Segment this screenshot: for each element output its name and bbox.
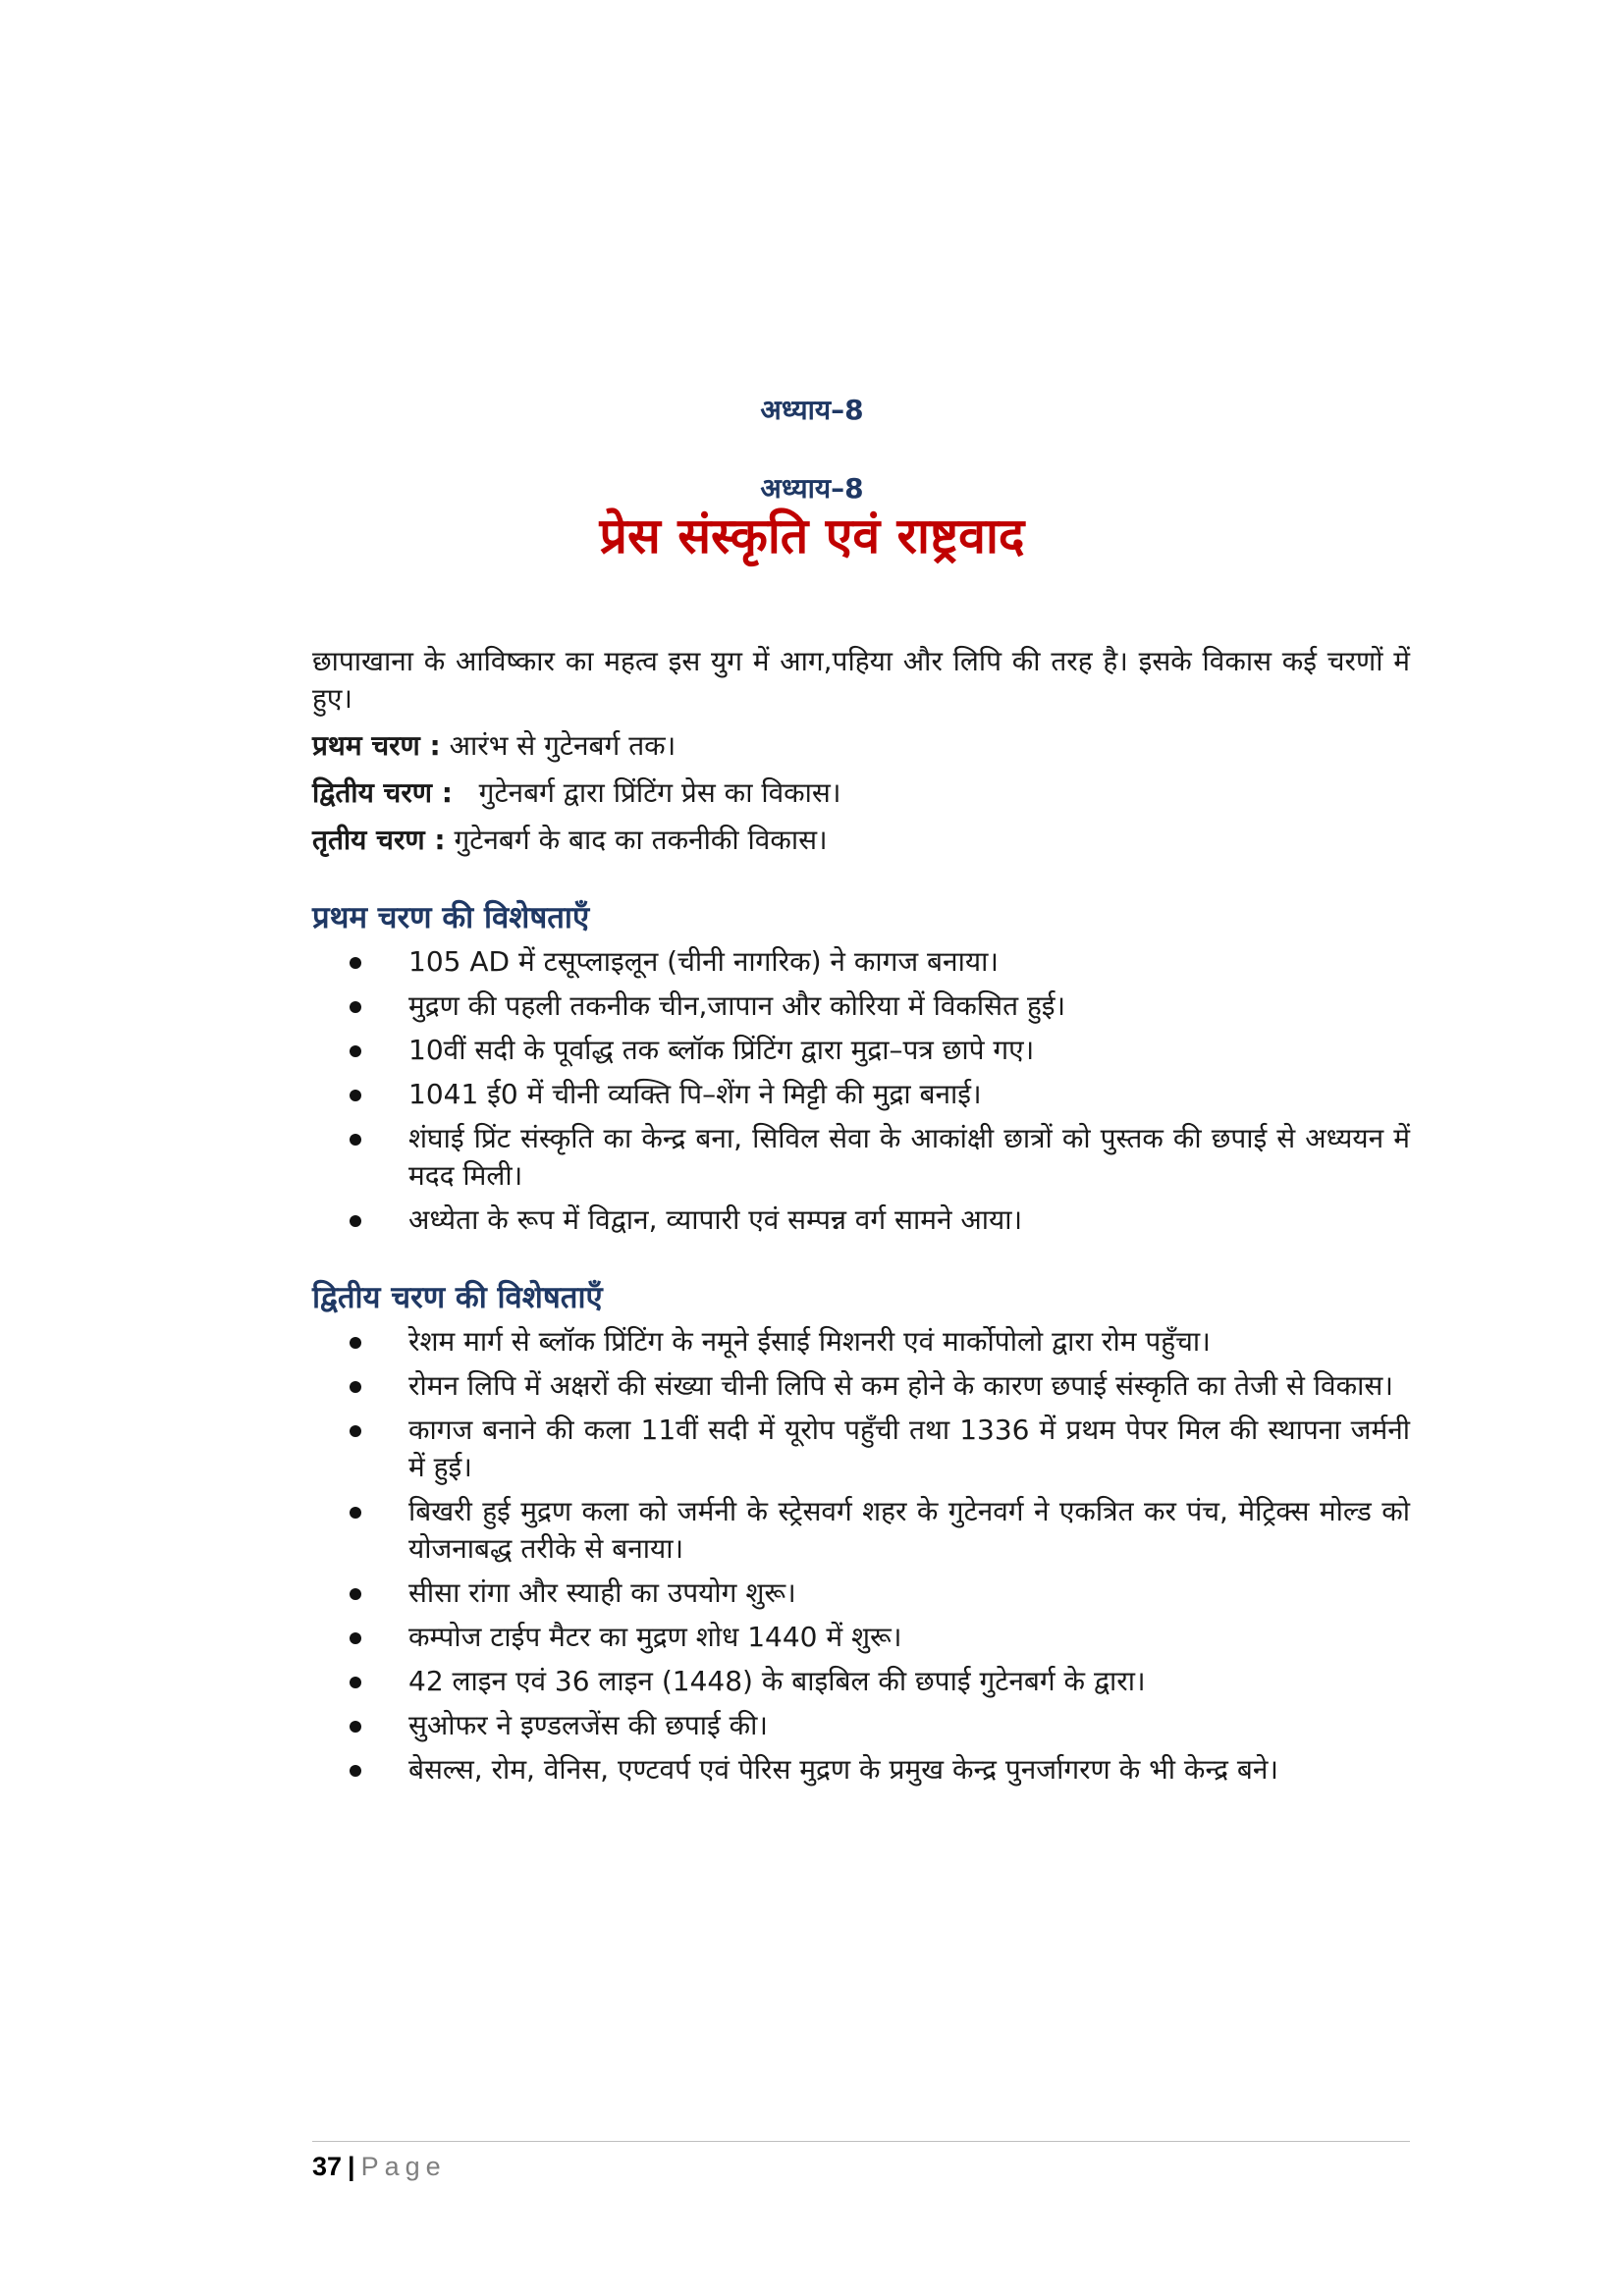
bullet-icon bbox=[350, 1677, 361, 1688]
bullet-icon bbox=[350, 1134, 361, 1146]
bullet-icon bbox=[350, 1001, 361, 1013]
list-item-text: रेशम मार्ग से ब्लॉक प्रिंटिंग के नमूने ईसाई मिशनरी एवं मार्कोपोलो द्वारा रोम पहुँचा। bbox=[408, 1325, 1211, 1358]
list-item-text: बिखरी हुई मुद्रण कला को जर्मनी के स्ट्रेसवर्ग शहर के गुटेनवर्ग ने एकत्रित कर पंच, मेट्रिक्स मोल्ड को योजनाबद्ध तरीके से बनाया। bbox=[408, 1495, 1410, 1565]
list-item bbox=[312, 943, 1410, 981]
stage-text: गुटेनबर्ग द्वारा प्रिंटिंग प्रेस का विकास। bbox=[452, 776, 841, 809]
bullet-icon bbox=[350, 1090, 361, 1101]
chapter-label: अध्याय–8 bbox=[760, 394, 864, 426]
list-item bbox=[312, 988, 1410, 1025]
bullet-icon bbox=[350, 1721, 361, 1733]
page-footer bbox=[312, 2152, 447, 2182]
document-body bbox=[312, 643, 1410, 1795]
section-heading-second-stage: द्वितीय चरण की विशेषताएँ bbox=[312, 1280, 603, 1315]
stage-text: गुटेनबर्ग के बाद का तकनीकी विकास। bbox=[445, 824, 828, 856]
list-item bbox=[312, 1201, 1410, 1239]
page-label: Page bbox=[360, 2152, 447, 2181]
section-heading-first-stage: प्रथम चरण की विशेषताएँ bbox=[312, 900, 590, 935]
bullet-icon bbox=[350, 1588, 361, 1600]
footer-divider bbox=[312, 2141, 1410, 2142]
bullet-icon bbox=[350, 1507, 361, 1519]
list-item bbox=[312, 1619, 1410, 1656]
stage-line-1 bbox=[312, 727, 1410, 765]
bullet-icon bbox=[350, 1045, 361, 1057]
chapter-label-secondary: अध्याय–8 bbox=[760, 472, 864, 505]
list-item-text: सुओफर ने इण्डलजेंस की छपाई की। bbox=[408, 1709, 769, 1741]
list-item-text: 105 AD में टसूप्लाइलून (चीनी नागरिक) ने कागज बनाया। bbox=[408, 945, 999, 978]
bullet-icon bbox=[350, 957, 361, 969]
first-stage-list bbox=[312, 943, 1410, 1239]
page-number: 37 bbox=[312, 2152, 343, 2181]
stage-label: द्वितीय चरण : bbox=[312, 776, 453, 809]
list-item bbox=[312, 1323, 1410, 1361]
list-item-text: सीसा रांगा और स्याही का उपयोग शुरू। bbox=[408, 1576, 796, 1609]
list-item bbox=[312, 1575, 1410, 1612]
list-item-text: बेसल्स, रोम, वेनिस, एण्टवर्प एवं पेरिस मुद्रण के प्रमुख केन्द्र पुनर्जागरण के भी केन्द्र बने। bbox=[408, 1753, 1279, 1786]
stage-label: प्रथम चरण : bbox=[312, 729, 441, 762]
bullet-icon bbox=[350, 1337, 361, 1349]
stage-text: आरंभ से गुटेनबर्ग तक। bbox=[440, 729, 677, 762]
bullet-icon bbox=[350, 1381, 361, 1393]
second-stage-list bbox=[312, 1323, 1410, 1789]
bullet-icon bbox=[350, 1215, 361, 1227]
list-item-text: कागज बनाने की कला 11वीं सदी में यूरोप पहुँची तथा 1336 में प्रथम पेपर मिल की स्थापना जर्मनी में हुई। bbox=[408, 1414, 1410, 1483]
list-item bbox=[312, 1032, 1410, 1069]
list-item-text: 42 लाइन एवं 36 लाइन (1448) के बाइबिल की छपाई गुटेनबर्ग के द्वारा। bbox=[408, 1665, 1146, 1697]
list-item bbox=[312, 1751, 1410, 1789]
bullet-icon bbox=[350, 1425, 361, 1437]
list-item-text: शंघाई प्रिंट संस्कृति का केन्द्र बना, सिविल सेवा के आकांक्षी छात्रों को पुस्तक की छपाई से अध्ययन में मदद मिली। bbox=[408, 1122, 1410, 1192]
chapter-title: प्रेस संस्कृति एवं राष्ट्रवाद bbox=[599, 507, 1025, 564]
list-item bbox=[312, 1707, 1410, 1744]
list-item-text: 10वीं सदी के पूर्वाद्ध तक ब्लॉक प्रिंटिंग द्वारा मुद्रा–पत्र छापे गए। bbox=[408, 1034, 1035, 1066]
list-item-text: रोमन लिपि में अक्षरों की संख्या चीनी लिपि से कम होने के कारण छपाई संस्कृति का तेजी से विकास। bbox=[408, 1369, 1393, 1402]
list-item bbox=[312, 1120, 1410, 1195]
list-item-text: मुद्रण की पहली तकनीक चीन,जापान और कोरिया में विकसित हुई। bbox=[408, 989, 1066, 1022]
intro-paragraph: छापाखाना के आविष्कार का महत्व इस युग में आग,पहिया और लिपि की तरह है। इसके विकास कई चरणों में हुए। bbox=[312, 645, 1410, 715]
list-item-text: 1041 ई0 में चीनी व्यक्ति पि–शेंग ने मिट्टी की मुद्रा बनाई। bbox=[408, 1078, 982, 1110]
list-item bbox=[312, 1076, 1410, 1113]
list-item bbox=[312, 1367, 1410, 1405]
list-item bbox=[312, 1412, 1410, 1486]
list-item-text: कम्पोज टाईप मैटर का मुद्रण शोध 1440 में शुरू। bbox=[408, 1621, 902, 1653]
list-item bbox=[312, 1663, 1410, 1700]
list-item-text: अध्येता के रूप में विद्वान, व्यापारी एवं सम्पन्न वर्ग सामने आया। bbox=[408, 1203, 1023, 1236]
stage-line-3 bbox=[312, 822, 1410, 859]
footer-separator: | bbox=[348, 2152, 355, 2181]
stage-line-2 bbox=[312, 774, 1410, 812]
bullet-icon bbox=[350, 1632, 361, 1644]
list-item bbox=[312, 1493, 1410, 1568]
bullet-icon bbox=[350, 1765, 361, 1777]
stage-label: तृतीय चरण : bbox=[312, 824, 446, 856]
